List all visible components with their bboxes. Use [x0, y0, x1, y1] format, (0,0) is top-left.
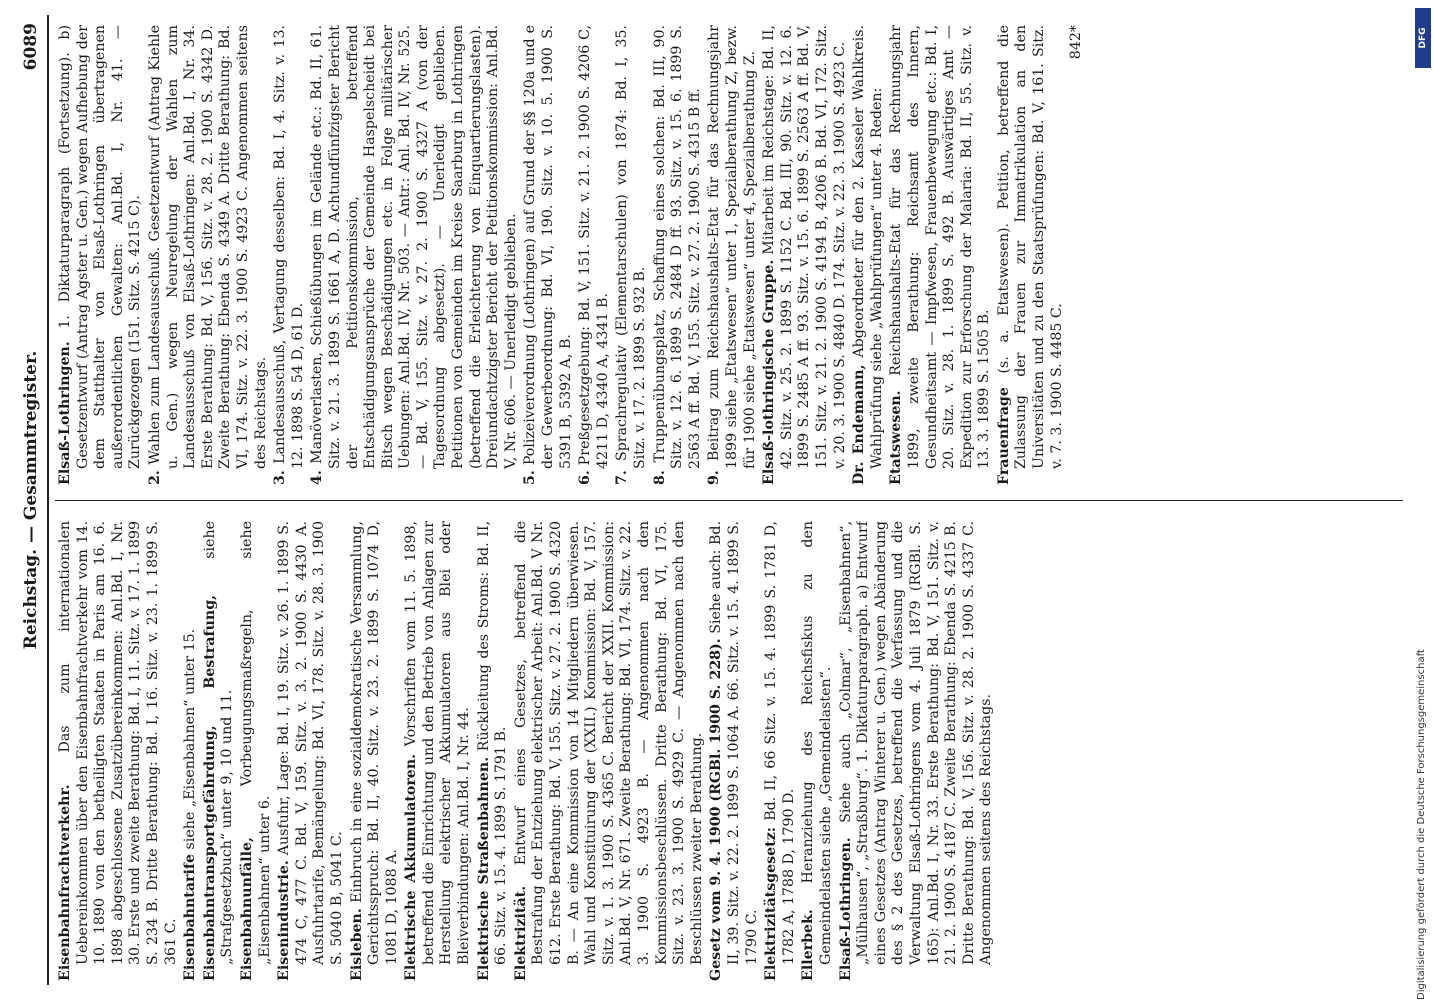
entry-text: Heranziehung des Reichsfiskus zu den Gemeindelasten siehe „Gemeindelasten“.: [800, 521, 834, 965]
entry-keyword: Etatswesen.: [888, 390, 905, 485]
register-entry: [309, 25, 520, 485]
entry-keyword: 9.: [706, 470, 723, 485]
entry-text: (s. a. Etatswesen). Petition, betreffend die Zulassung der Frauen zur Immatrikulation an den Universitäten und zu den Staatsprüfungen: Bd. V, 161. Sitz. v. 7. 3. 1900 S. 4485 C.: [995, 25, 1065, 469]
entry-text: 1. Diktaturparagraph (Fortsetzung). b) Gesetzentwurf (Antrag Agster u. Gen.) wegen Aufhebung der dem Statthalter von Elsaß-Lothringen übertragenen außerordentlichen Gewalten: Anl.Bd. I, Nr. 41. — Zurückgezogen (151. Sitz. S. 4215 C).: [57, 25, 144, 469]
entry-keyword: Elsaß-Lothringen.: [837, 837, 854, 981]
register-entry: [652, 25, 705, 485]
register-entry: [57, 25, 145, 485]
signature-mark: 842*: [1068, 25, 1085, 60]
column-divider: [55, 500, 1403, 501]
entry-text: Entwurf eines Gesetzes, betreffend die Bestrafung der Entziehung elektrischer Arbeit: Anl.Bd. V Nr. 612. Erste Berathung: Bd. V, 155. Sitz. v. 27. 2. 1900 S. 4320 B. — An eine Kommission von 14 Mitgliedern überwiesen. Wahl und Konstituirung der (XXII.) Kommission: Bd. V, 157. Sitz. v. 1. 3. 1900 S. 4365 C. Bericht der XXII. Kommission: Anl.Bd. V, Nr. 671. Zweite Berathung: Bd. VI, 174. Sitz. v. 22. 3. 1900 S. 4923 B. — Angenommen nach den Kommissionsbeschlüssen. Dritte Berathung: Bd. VI, 175. Sitz. v. 23. 3. 1900 S. 4929 C. — Angenommen nach den Beschlüssen zweiter Berathung.: [512, 521, 705, 965]
watermark-text: Digitalisierung gefördert durch die Deutsche Forschungsgemeinschaft: [1416, 649, 1427, 1000]
running-title: [21, 15, 41, 985]
entry-text: Das zum internationalen Uebereinkommen über den Eisenbahnfrachtverkehr vom 14. 10. 1890 von den betheiligten Staaten in Paris am 16. 6. 1898 abgeschlossene Zusatzübereinkommen: Anl.Bd. I, Nr. 30. Erste und zweite Berathung: Bd. I, 11. Sitz. v. 17. 1. 1899 S. 234 B. Dritte Berathung: Bd. I, 16. Sitz. v. 23. 1. 1899 S. 361 C.: [57, 521, 179, 965]
entry-text: Sprachregulativ (Elementarschulen) von 1874: Bd. I, 35. Sitz. v. 17. 2. 1899 S. 932 B.: [614, 25, 648, 471]
register-entry: [838, 521, 996, 981]
register-entry: [763, 521, 798, 981]
dfg-logo: [1415, 8, 1431, 68]
register-entry: [800, 521, 835, 981]
register-entry: [147, 25, 270, 485]
entry-keyword: Eisenbahntransportgefährdung, Bestrafung,: [201, 594, 218, 981]
register-entry: [513, 521, 707, 981]
entry-keyword: Eisenbahnfrachtverkehr.: [57, 784, 73, 981]
entry-text: Mitarbeit im Reichstage: Bd. II, 42. Sitz. v. 25. 2. 1899 S. 1152 C. Bd. III, 90. Sitz. v. 12. 6. 1899 S. 2485 A ff. 93. Sitz. v. 15. 6. 1899 S. 2563 A ff. Bd. V, 151. Sitz. v. 21. 2. 1900 S. 4194 B, 4206 B. Bd. VI, 172. Sitz. v. 20. 3. 1900 S. 4840 D. 174. Sitz. v. 22. 3. 1900 S. 4923 C.: [761, 25, 848, 469]
register-entry: [476, 521, 511, 981]
entry-text: Wahlen zum Landesausschuß. Gesetzentwurf (Antrag Kiehle u. Gen.) wegen Neuregelung der Wahlen zum Landesausschuß von Elsaß-Lothringen: Anl.Bd. I, Nr. 34. Erste Berathung: Bd. V, 156. Sitz. v. 28. 2. 1900 S. 4342 D. Zweite Berathung: Ebenda S. 4349 A. Dritte Berathung: Bd. VI, 174. Sitz. v. 22. 3. 1900 S. 4923 C. Angenommen seitens des Reichstags.: [146, 25, 269, 471]
register-entry: [708, 521, 761, 981]
entry-text: Vorbeugungsmaßregeln, siehe „Eisenbahnen“ unter 6.: [238, 521, 273, 965]
register-entry: [276, 521, 346, 981]
entry-text: Bd. II, 66 Sitz. v. 15. 4. 1899 S. 1781 D, 1782 A, 1788 D, 1790 D.: [763, 521, 797, 965]
register-entry: [996, 25, 1066, 485]
entry-keyword: Elektrische Akkumulatoren.: [403, 753, 420, 981]
entry-text: Abgeordneter für den 2. Kasseler Wahlkreis. Wahlprüfung siehe „Wahlprüfungen“ unter 4. Reden:: [851, 25, 885, 469]
register-entry: [761, 25, 849, 485]
entry-keyword: Elsaß-lothringische Gruppe.: [761, 259, 778, 485]
entry-keyword: Eisenbahnunfälle,: [238, 837, 255, 981]
register-entry: [182, 521, 200, 981]
register-entry: [577, 25, 612, 485]
entry-keyword: 3.: [272, 470, 289, 485]
right-column: [57, 25, 1405, 485]
entry-text: Manöverlasten, Schießübungen im Gelände etc.: Bd. II, 61. Sitz. v. 21. 3. 1899 S. 1661 A, D. Achtundfünfzigster Bericht der Petitionskommission, betreffend Entschädigungsansprüche der Gemeinde Haspelscheidt bei Bitsch wegen Beschädigungen etc. in Folge militärischer Uebungen: Anl.Bd. IV, Nr. 503. — Antr.: Anl. Bd. IV, Nr. 525. — Bd. V, 155. Sitz. v. 27. 2. 1900 S. 4327 A (von der Tagesordnung abgesetzt). — Unerledigt geblieben. Petitionen von Gemeinden im Kreise Saarburg in Lothringen (betreffend die Erleichterung von Einquartierungslasten). Dreiundachtzigster Bericht der Petitionskommission: Anl.Bd. V, Nr. 606. — Unerledigt geblieben.: [309, 25, 519, 471]
entry-keyword: Elektrizität.: [512, 885, 529, 981]
entry-text: Truppenübungsplatz, Schaffung eines solchen: Bd. III, 90. Sitz. v. 12. 6. 1899 S. 2484 D ff. 93. Sitz. v. 15. 6. 1899 S. 2563 A ff. Bd. V, 155. Sitz. v. 27. 2. 1900 S. 4315 B ff.: [651, 25, 703, 471]
entry-text: siehe „Strafgesetzbuch“ unter 9, 10 und 11.: [201, 521, 236, 965]
entry-text: Reichshaushalts-Etat für das Rechnungsjahr 1899, zweite Berathung: Reichsamt des Innern, Gesundheitsamt — Impfwesen, Frauenbewegung etc.: Bd. I, 20. Sitz. v. 28. 1. 1899 S. 492 B. Auswärtiges Amt — Expedition zur Erforschung der Malaria: Bd. II, 55. Sitz. v. 13. 3. 1899 S. 1505 B.: [888, 25, 993, 469]
entry-text: Einbruch in eine sozialdemokratische Versammlung, Gerichtsspruch: Bd. II, 40. Sitz. v. 23. 2. 1899 S. 1074 D, 1081 D, 1088 A.: [348, 521, 400, 965]
register-entry: [202, 521, 237, 981]
rotated-register-page: [15, 15, 1405, 985]
entry-text: Siehe auch: Bd. II, 39. Sitz. v. 22. 2. 1899 S. 1064 A. 66. Sitz. v. 15. 4. 1899 S. 1790 C.: [708, 521, 760, 965]
entry-keyword: 8.: [651, 470, 668, 485]
entry-text: Beitrag zum Reichshaushalts-Etat für das Rechnungsjahr 1899 siehe „Etatswesen“ unter 1, Spezialberathung Z, bezw. für 1900 siehe „Etatswesen“ unter 4, Spezialberathung Z.: [706, 25, 758, 471]
entry-keyword: Ellerbek.: [800, 909, 817, 981]
entry-keyword: Eisleben.: [348, 908, 365, 981]
left-column: [57, 521, 1405, 981]
register-entry: [272, 25, 307, 485]
entry-text: Landesausschuß, Vertagung desselben: Bd. I, 4. Sitz. v. 13. 12. 1898 S. 54 D, 61 D.: [272, 25, 306, 471]
running-title-right: Gesammtregister.: [21, 350, 41, 521]
dfg-logo-text: DFG: [1418, 27, 1428, 49]
entry-keyword: Gesetz vom 9. 4. 1900 (RGBl. 1900 S. 228).: [708, 638, 725, 981]
entry-keyword: Elektrische Straßenbahnen.: [475, 756, 492, 981]
header-rule: [47, 15, 49, 985]
entry-keyword: Eisenindustrie.: [276, 860, 293, 981]
register-entry: [522, 25, 575, 485]
running-title-left: Reichstag. —: [21, 526, 41, 650]
register-entry: [349, 521, 402, 981]
page-number: 6089: [21, 23, 41, 71]
entry-keyword: Eisenbahntarife: [182, 853, 199, 981]
entry-keyword: 2.: [146, 470, 163, 485]
entry-text: Vorschriften vom 11. 5. 1898, betreffend die Einrichtung und den Betrieb von Anlagen zur Herstellung elektrischer Akkumulatoren aus Blei oder Bleiverbindungen: Anl.Bd. I, Nr. 44.: [403, 521, 473, 965]
register-entry: [403, 521, 473, 981]
entry-text: Siehe auch „Colmar“, „Eisenbahnen“, „Mülhausen“, „Straßburg“. 1. Diktaturparagraph. a) Entwurf eines Gesetzes (Antrag Winterer u. Gen.) wegen Abänderung des § 2 des Gesetzes, betreffend die Verfassung und die Verwaltung Elsaß-Lothringens vom 4. Juli 1879 (RGBl. S. 165): Anl.Bd. I, Nr. 33. Erste Berathung: Bd. V, 151. Sitz. v. 21. 2. 1900 S. 4187 C. Zweite Berathung: Ebenda S. 4215 B. Dritte Berathung: Bd. V, 156. Sitz. v. 28. 2. 1900 S. 4337 C. Angenommen seitens des Reichstags.: [837, 521, 995, 965]
entry-keyword: Dr. Endemann,: [851, 364, 868, 485]
entry-keyword: Elsaß-Lothringen.: [57, 341, 73, 485]
entry-text: Rückleitung des Stroms: Bd. II, 66. Sitz. v. 15. 4. 1899 S. 1791 B.: [475, 521, 510, 965]
entry-keyword: 5.: [522, 470, 539, 485]
register-entry: [851, 25, 886, 485]
register-entry: [57, 521, 180, 981]
entry-keyword: 6.: [577, 470, 594, 485]
entry-text: Polizeiverordnung (Lothringen) auf Grund der §§ 120a und e der Gewerbeordnung: Bd. VI, 190. Sitz. v. 10. 5. 1900 S. 5391 B, 5392 A, B.: [522, 25, 574, 471]
entry-keyword: Elektrizitätsgesetz:: [763, 826, 780, 981]
register-entry: [706, 25, 759, 485]
entry-text: siehe „Eisenbahnen“ unter 15.: [182, 628, 199, 854]
entry-text: Preßgesetzgebung: Bd. V, 151. Sitz. v. 21. 2. 1900 S. 4206 C, 4211 D, 4340 A, 4341 B.: [577, 25, 611, 471]
entry-keyword: Frauenfrage: [995, 387, 1012, 485]
register-entry: [888, 25, 994, 485]
digitization-watermark: [1412, 0, 1434, 1000]
entry-keyword: 7.: [614, 470, 631, 485]
entry-text: Ausfuhr, Lage: Bd. I, 19. Sitz. v. 26. 1. 1899 S. 474 C, 477 C. Bd. V, 159. Sitz. v. 3. 2. 1900 S. 4430 A. Ausfuhrtarife, Bemängelung: Bd. VI, 178. Sitz. v. 28. 3. 1900 S. 5040 B, 5041 C.: [276, 521, 345, 965]
register-entry: [239, 521, 274, 981]
page-header: [15, 15, 49, 985]
register-entry: [614, 25, 649, 485]
entry-keyword: 4.: [309, 470, 326, 485]
